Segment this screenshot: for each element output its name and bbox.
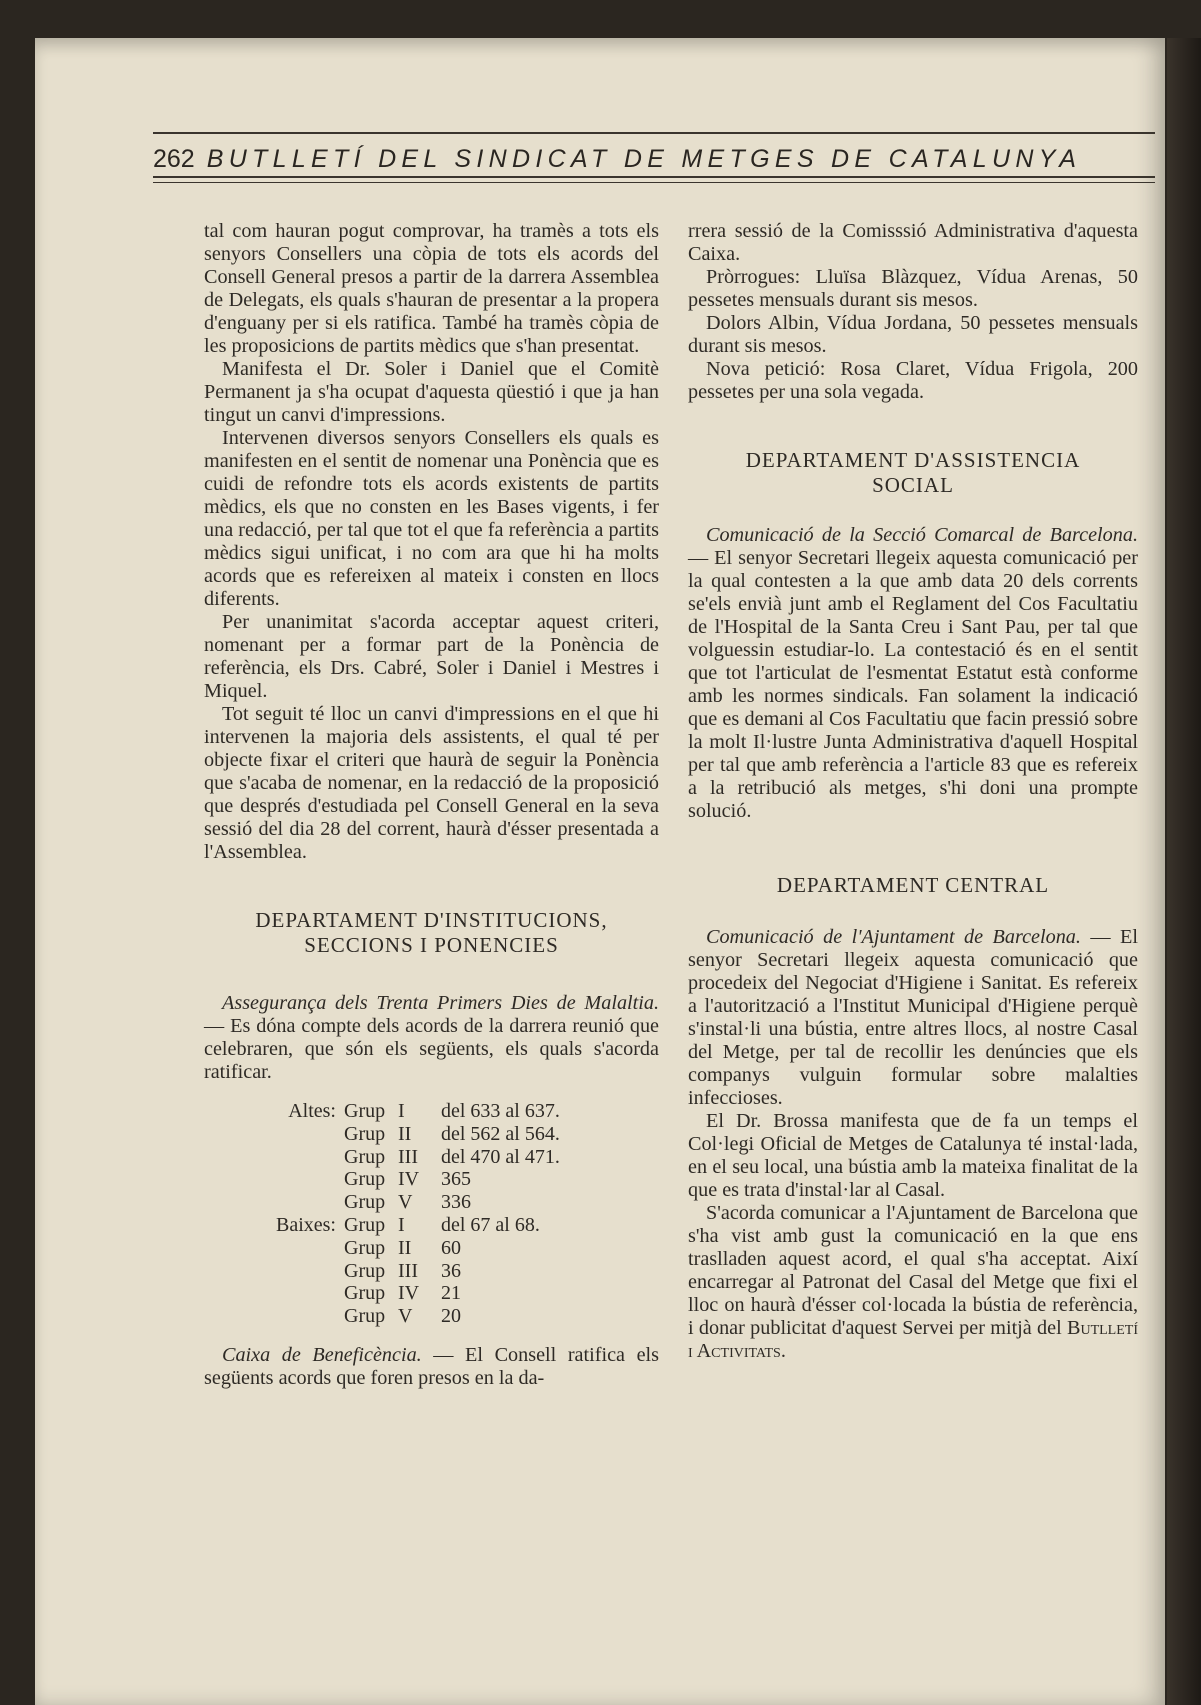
table-cell: del 67 al 68. — [441, 1213, 540, 1236]
table-row — [204, 1123, 659, 1146]
table-cell: Grup — [344, 1305, 386, 1328]
table-row — [204, 1146, 659, 1169]
paragraph: Pròrrogues: Lluïsa Blàzquez, Vídua Arenas, 50 pessetes mensuals durant sis mesos. — [688, 266, 1138, 311]
left-column — [204, 220, 659, 1390]
journal-reference: Butlletí i Activitats. — [688, 1317, 1138, 1362]
table-cell: del 470 al 471. — [441, 1145, 560, 1168]
paragraph-text: — El Consell ratifica els següents acords que foren presos en la da- — [204, 1343, 659, 1389]
header-line — [153, 145, 1155, 174]
journal-title: BUTLLETÍ DEL SINDICAT DE METGES DE CATALUNYA — [206, 145, 1082, 173]
section-heading: SOCIAL — [872, 473, 954, 497]
paragraph: Intervenen diversos senyors Consellers els quals es manifesten en el sentit de nomenar una Ponència que es cuidi de refondre tots els acords existents de partits mèdics, els que no consten en les Bases vigents, i fer una redacció, per tal que tot el que fa referència a partits mèdics sigui unificat, i no com ara que hi ha molts acords que es refereixen al mateix i consten en llocs diferents. — [204, 427, 659, 610]
right-column — [688, 220, 1138, 1363]
table-cell: I — [398, 1100, 405, 1122]
table-cell: II — [398, 1236, 412, 1259]
table-row — [204, 1100, 659, 1123]
header-rule-top — [153, 132, 1155, 134]
paragraph — [204, 1344, 659, 1390]
table-cell: Grup — [344, 1145, 386, 1168]
paragraph: Dolors Albin, Vídua Jordana, 50 pessetes mensuals durant sis mesos. — [688, 312, 1138, 357]
section-heading: DEPARTAMENT CENTRAL — [776, 873, 1050, 897]
table-cell: Grup — [344, 1236, 386, 1259]
paragraph: Nova petició: Rosa Claret, Vídua Frigola, 200 pessetes per una sola vegada. — [688, 358, 1138, 403]
table-cell: Grup — [344, 1122, 386, 1145]
data-table — [204, 1100, 659, 1328]
paragraph — [688, 524, 1138, 823]
paragraph-title: Assegurança dels Trenta Primers Dies de Malaltia. — [222, 992, 659, 1014]
table-cell: 21 — [441, 1282, 461, 1305]
paragraph: tal com hauran pogut comprovar, ha tramès a tots els senyors Consellers una còpia de tots els acords del Consell General presos a partir de la darrera Assemblea de Delegats, els quals s'hauran de presentar a la propera d'enguany per si els ratifica. També ha tramès còpia de les proposicions de partits mèdics que s'han presentat. — [204, 220, 659, 357]
table-cell: del 633 al 637. — [441, 1100, 560, 1122]
table-cell: 365 — [441, 1168, 471, 1191]
table-cell: del 562 al 564. — [441, 1122, 560, 1145]
table-cell — [204, 1260, 344, 1283]
paragraph-text: S'acorda comunicar a l'Ajuntament de Barcelona que s'ha vist amb gust la comunicació en la que ens traslladen aquest acord, el qual s'ha acceptat. Així encarregar al Patronat del Casal del Metge que fixi el lloc on haurà d'ésser col·locada la bústia de referència, i donar publicitat d'aquest Servei per mitjà del — [688, 1202, 1138, 1339]
running-header — [153, 120, 1155, 200]
table-cell: 20 — [441, 1305, 461, 1328]
paragraph: El Dr. Brossa manifesta que de fa un temps el Col·legi Oficial de Metges de Catalunya té instal·lada, en el seu local, una bústia amb la mateixa finalitat de la que es trata d'instal·lar al Casal. — [688, 1110, 1138, 1201]
section-heading: DEPARTAMENT D'INSTITUCIONS, — [255, 908, 608, 932]
paragraph — [688, 926, 1138, 1110]
table-cell: 336 — [441, 1191, 471, 1214]
table-cell: V — [398, 1305, 413, 1328]
table-cell: I — [398, 1213, 405, 1236]
table-row — [204, 1282, 659, 1305]
table-row — [204, 1260, 659, 1283]
table-cell: III — [398, 1259, 418, 1282]
table-cell — [204, 1123, 344, 1146]
table-cell — [204, 1146, 344, 1169]
table-cell: 60 — [441, 1236, 461, 1259]
table-cell: III — [398, 1145, 418, 1168]
table-cell: V — [398, 1191, 413, 1214]
table-row — [204, 1214, 659, 1237]
paragraph-text: — El senyor Secretari llegeix aquesta comunicació per la qual contesten a la que amb data 20 dels corrents se'els envià junt amb el Reglament del Cos Facultatiu de l'Hospital de la Santa Creu i Sant Pau, per tal que volguessin estudiar-lo. La contestació és en el sentit que tot l'articulat de l'esmentat Estatut està conforme amb les normes sindicals. Fan solament la indicació que es demani al Cos Facultatiu que facin pressió sobre la molt Il·lustre Junta Administrativa d'aquell Hospital per tal que amb referència a l'article 83 que es refereix a la retribució als metges, s'hi doni una prompte solució. — [688, 547, 1138, 822]
table-row — [204, 1237, 659, 1260]
section-heading: DEPARTAMENT D'ASSISTENCIA — [745, 448, 1081, 472]
paragraph: rrera sessió de la Comisssió Administrativa d'aquesta Caixa. — [688, 220, 1138, 265]
table-row — [204, 1168, 659, 1191]
table-cell — [204, 1168, 344, 1191]
paragraph-text: — El senyor Secretari llegeix aquesta comunicació que procedeix del Negociat d'Higiene i Sanitat. Es refereix a l'autorització a l'Institut Municipal d'Higiene perquè s'instal·li una bústia, entre altres llocs, al nostre Casal del Metge, per tal de recollir les denúncies que els companys vulguin formular sobre malalties infeccioses. — [688, 926, 1138, 1109]
paragraph: Tot seguit té lloc un canvi d'impressions en el que hi intervenen la majoria dels assistents, el qual té per objecte fixar el criteri que haurà de seguir la Ponència que s'acaba de nomenar, en la redacció de la proposició que després d'estudiada pel Consell General en la seva sessió del dia 28 del corrent, haurà d'ésser presentada a l'Assemblea. — [204, 703, 659, 863]
table-cell — [204, 1305, 344, 1328]
paragraph-title: Comunicació de l'Ajuntament de Barcelona. — [706, 926, 1081, 948]
paragraph-title: Caixa de Beneficència. — [222, 1343, 422, 1366]
table-cell: IV — [398, 1282, 420, 1305]
paragraph-text: — Es dóna compte dels acords de la darrera reunió que celebraren, que són els següents, els quals s'acorda ratificar. — [204, 1015, 659, 1083]
paragraph — [204, 992, 659, 1084]
paragraph: Manifesta el Dr. Soler i Daniel que el Comitè Permanent ja s'ha ocupat d'aquesta qüestió i que ja han tingut un canvi d'impressions. — [204, 358, 659, 426]
table-cell: Grup — [344, 1259, 386, 1282]
page-number: 262 — [153, 145, 195, 173]
table-cell — [204, 1282, 344, 1305]
header-rule-bottom — [153, 176, 1155, 178]
table-cell: Grup — [344, 1282, 386, 1305]
paragraph-title: Comunicació de la Secció Comarcal de Barcelona. — [706, 524, 1138, 546]
paragraph: Per unanimitat s'acorda acceptar aquest criteri, nomenant per a formar part de la Ponència de referència, els Drs. Cabré, Soler i Daniel i Mestres i Miquel. — [204, 611, 659, 702]
table-cell: Baixes: — [276, 1213, 336, 1236]
table-cell: Grup — [344, 1213, 386, 1236]
table-cell: 36 — [441, 1259, 461, 1282]
book-spine — [1167, 38, 1201, 1705]
table-cell: IV — [398, 1168, 420, 1191]
table-cell: Grup — [344, 1191, 386, 1214]
table-cell — [204, 1191, 344, 1214]
table-row — [204, 1191, 659, 1214]
table-cell: Grup — [344, 1168, 386, 1191]
table-cell: II — [398, 1122, 412, 1145]
table-row — [204, 1305, 659, 1328]
table-cell — [204, 1237, 344, 1260]
table-cell: Grup — [344, 1100, 386, 1122]
section-heading: SECCIONS I PONENCIES — [304, 933, 559, 957]
table-cell: Altes: — [288, 1100, 336, 1122]
paragraph — [688, 1202, 1138, 1363]
header-rule-bottom-thin — [153, 182, 1155, 183]
